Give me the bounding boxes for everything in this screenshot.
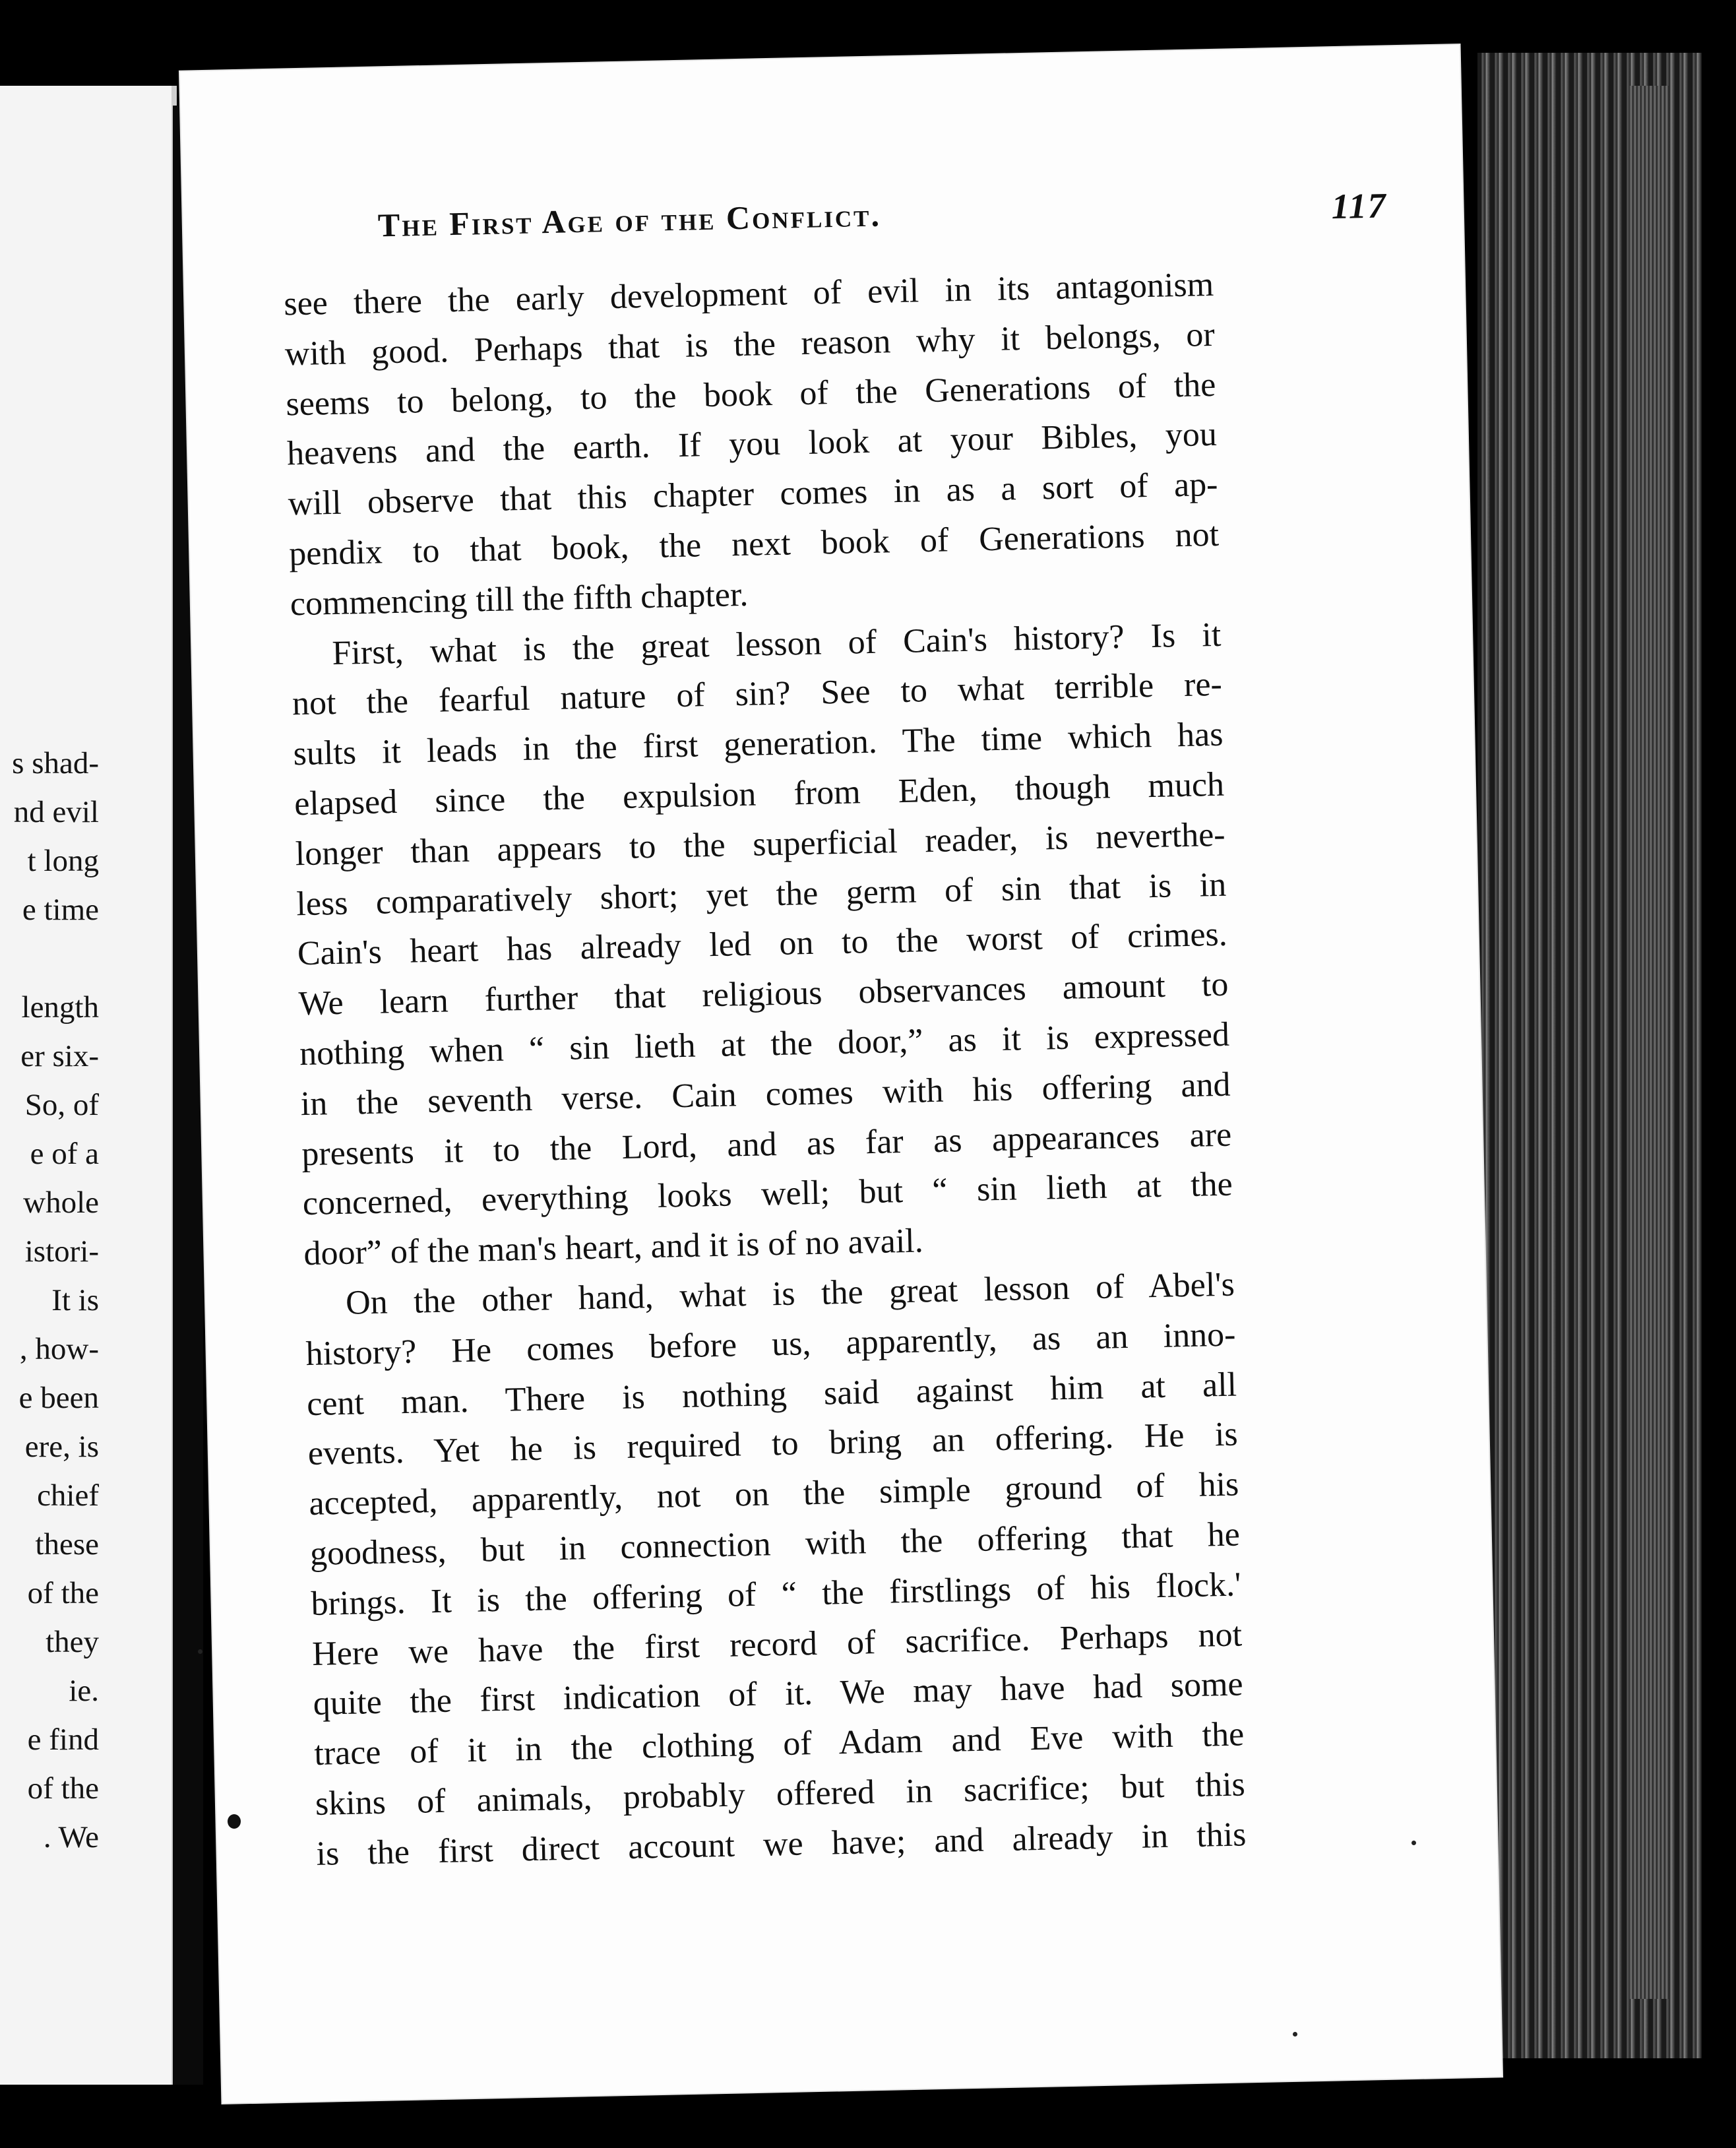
previous-page-line: of the bbox=[27, 1771, 99, 1806]
previous-page-line: they bbox=[46, 1625, 99, 1659]
text-line: accepted, apparently, not on the simple ground of his bbox=[308, 1465, 1239, 1523]
previous-page-line: , how- bbox=[19, 1332, 99, 1366]
text-line: will observe that this chapter comes in as a sort of ap- bbox=[288, 466, 1219, 523]
text-line: elapsed since the expulsion from Eden, though much bbox=[294, 765, 1225, 823]
previous-page-line: istori- bbox=[24, 1234, 99, 1269]
previous-page-line: of the bbox=[27, 1576, 99, 1610]
text-line: skins of animals, probably offered in sacrifice; but this bbox=[315, 1765, 1246, 1823]
previous-page-line: So, of bbox=[24, 1088, 99, 1122]
previous-page-line: e find bbox=[27, 1722, 99, 1757]
previous-page-line: e been bbox=[18, 1381, 99, 1415]
text-line: We learn further that religious observances amount to bbox=[297, 965, 1229, 1023]
text-line: brings. It is the offering of “ the firstlings of his flock.' bbox=[311, 1565, 1241, 1623]
running-head-title: The First Age of the Conflict. bbox=[377, 196, 882, 244]
previous-page-line: nd evil bbox=[13, 795, 99, 829]
text-line: is the first direct account we have; and already in this bbox=[315, 1816, 1247, 1873]
text-line: seems to belong, to the book of the Generations of the bbox=[285, 365, 1216, 423]
ink-dot bbox=[228, 1814, 241, 1829]
previous-page-line: e of a bbox=[30, 1137, 99, 1171]
previous-page-line: . We bbox=[43, 1820, 99, 1854]
text-line: sults it leads in the first generation. The time which has bbox=[293, 715, 1224, 773]
text-line: longer than appears to the superficial reader, is neverthe- bbox=[295, 815, 1226, 873]
text-line: less comparatively short; yet the germ of sin that is in bbox=[295, 866, 1227, 923]
previous-page-line: e time bbox=[22, 893, 99, 927]
text-line: Here we have the first record of sacrifice. Perhaps not bbox=[311, 1615, 1243, 1673]
text-line: door” of the man's heart, and it is of no avail. bbox=[303, 1222, 924, 1273]
previous-page-line: these bbox=[35, 1527, 99, 1562]
paragraph-first-line: On the other hand, what is the great lesson of Abel's bbox=[345, 1265, 1235, 1322]
text-line: events. Yet he is required to bring an offering. He is bbox=[307, 1415, 1239, 1473]
previous-page-line bbox=[0, 934, 99, 983]
page-number: 117 bbox=[1330, 185, 1388, 227]
text-line: presents it to the Lord, and as far as appearances are bbox=[301, 1116, 1232, 1173]
text-line: pendix to that book, the next book of Generations not bbox=[288, 515, 1220, 573]
text-line: cent man. There is nothing said against him at all bbox=[306, 1366, 1237, 1423]
text-line: with good. Perhaps that is the reason why it belongs, or bbox=[284, 315, 1216, 373]
ink-speck bbox=[198, 1649, 202, 1654]
previous-page-text bbox=[0, 739, 99, 1862]
ink-speck bbox=[1411, 1841, 1416, 1845]
text-line: nothing when “ sin lieth at the door,” as it is expressed bbox=[299, 1015, 1230, 1073]
paragraph-first-line: First, what is the great lesson of Cain's history? Is it bbox=[331, 616, 1222, 672]
text-line: in the seventh verse. Cain comes with his offering and bbox=[300, 1065, 1231, 1123]
text-line: Cain's heart has already led on to the worst of crimes. bbox=[297, 916, 1228, 973]
text-line: goodness, but in connection with the offering that he bbox=[309, 1515, 1241, 1573]
previous-page-line: s shad- bbox=[12, 746, 99, 780]
text-line: quite the first indication of it. We may have had some bbox=[313, 1665, 1244, 1723]
previous-page-line: t long bbox=[27, 844, 99, 878]
running-head bbox=[377, 185, 1387, 259]
text-line: not the fearful nature of sin? See to what terrible re- bbox=[292, 666, 1223, 723]
text-line: trace of it in the clothing of Adam and Eve with the bbox=[313, 1715, 1245, 1773]
page-body bbox=[284, 260, 1247, 1879]
text-line: history? He comes before us, apparently, as an inno- bbox=[305, 1315, 1236, 1373]
previous-page-line: length bbox=[21, 990, 99, 1025]
text-line: concerned, everything looks well; but “ sin lieth at the bbox=[302, 1165, 1233, 1223]
book-page bbox=[180, 45, 1502, 2103]
text-line: heavens and the earth. If you look at your Bibles, you bbox=[286, 416, 1218, 473]
previous-page bbox=[0, 86, 177, 2085]
ink-speck bbox=[1293, 2032, 1297, 2037]
text-line: commencing till the fifth chapter. bbox=[290, 575, 749, 623]
previous-page-line: chief bbox=[37, 1478, 99, 1513]
previous-page-line: whole bbox=[23, 1185, 99, 1220]
text-line: see there the early development of evil in its antagonism bbox=[283, 265, 1214, 323]
page-edges-inner bbox=[1629, 86, 1669, 1999]
previous-page-line: ie. bbox=[69, 1674, 99, 1708]
previous-page-line: er six- bbox=[20, 1039, 99, 1073]
previous-page-line: It is bbox=[51, 1283, 99, 1317]
previous-page-line: ere, is bbox=[24, 1430, 99, 1464]
